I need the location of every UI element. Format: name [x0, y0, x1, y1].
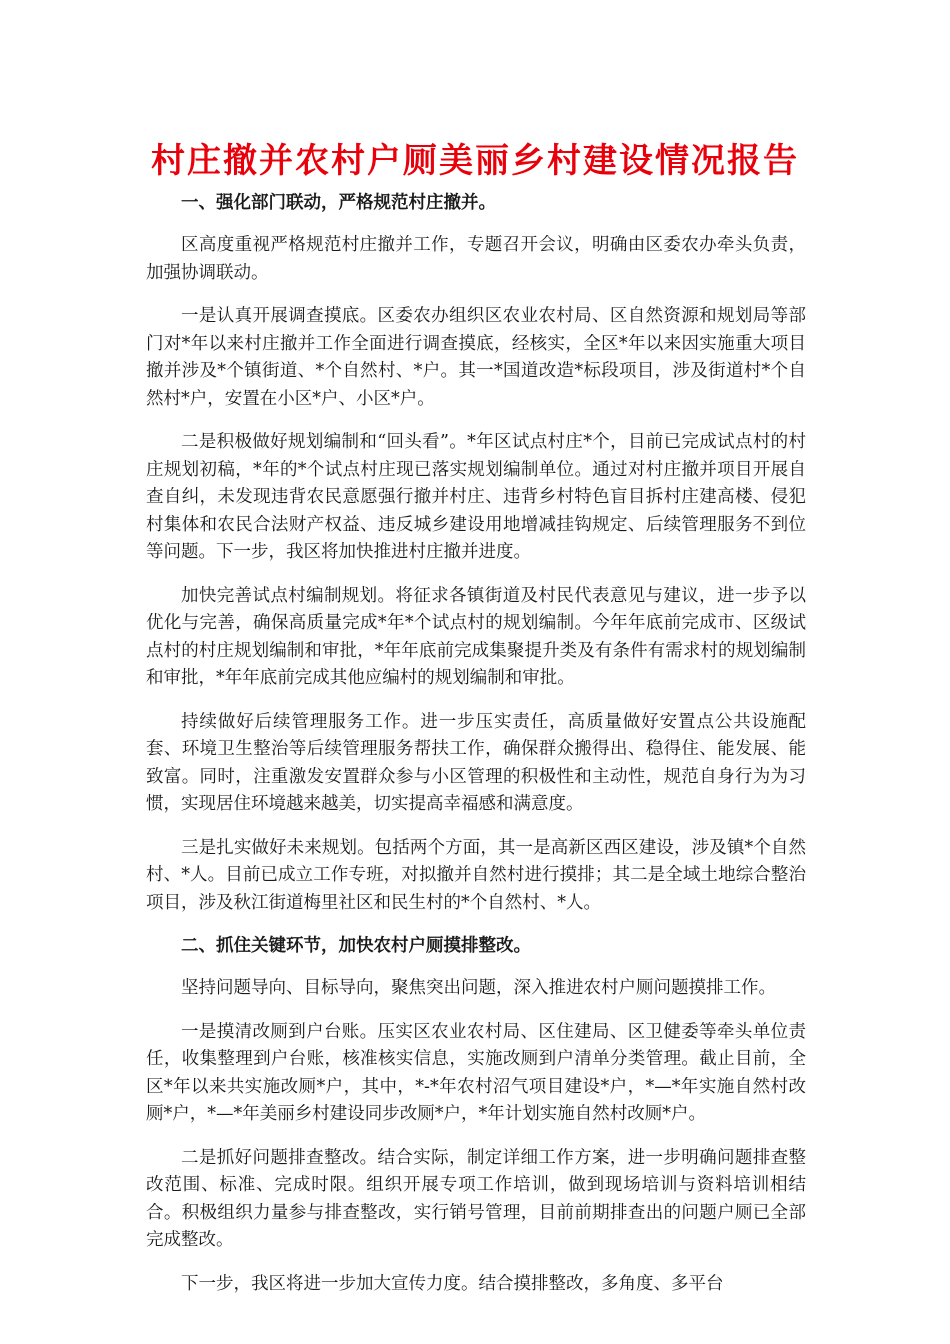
document-body [146, 190, 806, 1314]
paragraph: 二是积极做好规划编制和“回头看”。*年区试点村庄*个，目前已完成试点村的村庄规划初稿，*年的*个试点村庄现已落实规划编制单位。通过对村庄撤并项目开展自查自纠，未发现违背农民意愿强行撤并村庄、违背乡村特色盲目拆村庄建高楼、侵犯村集体和农民合法财产权益、违反城乡建设用地增减挂钩规定、后续管理服务不到位等问题。下一步，我区将加快推进村庄撤并进度。 [146, 432, 806, 562]
paragraph: 加快完善试点村编制规划。将征求各镇街道及村民代表意见与建议，进一步予以优化与完善，确保高质量完成*年*个试点村的规划编制。今年年底前完成市、区级试点村的村庄规划编制和审批，*年年底前完成集聚提升类及有条件有需求村的规划编制和审批，*年年底前完成其他应编村的规划编制和审批。 [146, 585, 806, 688]
section-heading-2: 二、抓住关键环节，加快农村户厕摸排整改。 [181, 936, 531, 956]
paragraph: 三是扎实做好未来规划。包括两个方面，其一是高新区西区建设，涉及镇*个自然村、*人。目前已成立工作专班，对拟撤并自然村进行摸排；其二是全域土地综合整治项目，涉及秋江街道梅里社区和民生村的*个自然村、*人。 [146, 837, 806, 913]
document-title: 村庄撤并农村户厕美丽乡村建设情况报告 [151, 141, 799, 181]
paragraph: 区高度重视严格规范村庄撤并工作，专题召开会议，明确由区委农办牵头负责，加强协调联动。 [146, 235, 806, 283]
paragraph: 二是抓好问题排查整改。结合实际，制定详细工作方案，进一步明确问题排查整改范围、标准、完成时限。组织开展专项工作培训，做到现场培训与资料培训相结合。积极组织力量参与排查整改，实行销号管理，目前前期排查出的问题户厕已全部完成整改。 [146, 1147, 806, 1250]
paragraph: 坚持问题导向、目标导向，聚焦突出问题，深入推进农村户厕问题摸排工作。 [181, 978, 776, 998]
paragraph: 持续做好后续管理服务工作。进一步压实责任，高质量做好安置点公共设施配套、环境卫生整治等后续管理服务帮扶工作，确保群众搬得出、稳得住、能发展、能致富。同时，注重激发安置群众参与小区管理的积极性和主动性，规范自身行为为习惯，实现居住环境越来越美，切实提高幸福感和满意度。 [146, 711, 806, 814]
paragraph: 下一步，我区将进一步加大宣传力度。结合摸排整改，多角度、多平台 [181, 1273, 724, 1294]
paragraph: 一是认真开展调查摸底。区委农办组织区农业农村局、区自然资源和规划局等部门对*年以来村庄撤并工作全面进行调查摸底，经核实，全区*年以来因实施重大项目撤并涉及*个镇街道、*个自然村、*户。其一*国道改造*标段项目，涉及街道村*个自然村*户，安置在小区*户、小区*户。 [146, 306, 806, 409]
paragraph: 一是摸清改厕到户台账。压实区农业农村局、区住建局、区卫健委等牵头单位责任，收集整理到户台账，核准核实信息，实施改厕到户清单分类管理。截止目前，全区*年以来共实施改厕*户，其中，*-*年农村沼气项目建设*户，*—*年实施自然村改厕*户，*—*年美丽乡村建设同步改厕*户，*年计划实施自然村改厕*户。 [146, 1021, 806, 1124]
section-heading-1: 一、强化部门联动，严格规范村庄撤并。 [181, 193, 496, 213]
